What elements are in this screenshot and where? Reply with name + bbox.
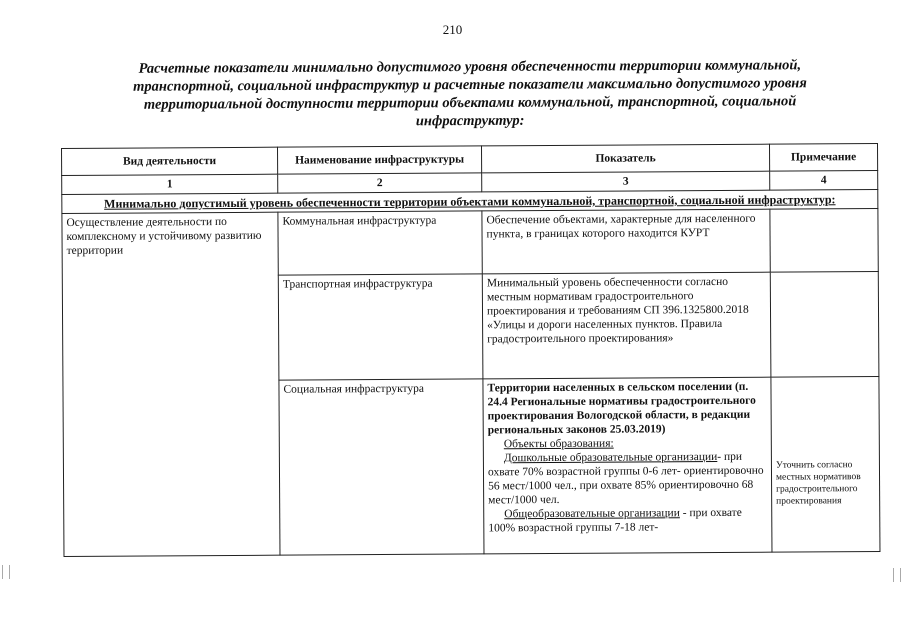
column-number: 3 (482, 171, 770, 192)
page-number: 210 (442, 22, 463, 37)
title-line: транспортной, социальной инфраструктур и расчетные показатели максимально допустимого уровня (133, 75, 807, 95)
document-title (110, 56, 830, 132)
preschool-paragraph (488, 450, 767, 508)
note-cell (770, 272, 879, 378)
indicator-bold-text: Территории населенных в сельском поселении (п. 24.4 Региональные нормативы градостроительного проектирования Вологодской области, в редакции региональных законов 25.03.2019) (487, 380, 756, 437)
scan-edge-mark (2, 565, 10, 579)
indicators-table-wrapper (61, 143, 880, 578)
table-row (62, 209, 878, 277)
indicator-cell: Обеспечение объектами, характерные для населенного пункта, в границах которого находится КУРТ (482, 209, 770, 274)
scan-edge-mark (893, 568, 901, 582)
activity-cell: Осуществление деятельности по комплексному и устойчивому развитию территории (62, 212, 280, 556)
column-number: 1 (62, 174, 278, 194)
infrastructure-cell: Транспортная инфраструктура (278, 274, 483, 380)
note-cell: Уточнить согласно местных нормативов градостроительного проектирования (771, 377, 880, 553)
title-line: территориальной доступности территории объектами коммунальной, транспортной, социальной (143, 93, 797, 113)
indicators-table (61, 143, 880, 557)
section-title: Минимально допустимый уровень обеспеченности территории объектами коммунальной, транспортной, социальной инфраструктур: (62, 190, 878, 214)
infrastructure-cell: Социальная инфраструктура (279, 379, 484, 555)
preschool-text: - при охвате 70% возрастной группы 0-6 лет- ориентировочно 56 мест/1000 чел., при охвате 85% ориентировочно 68 мест/1000 чел. (487, 450, 764, 507)
infrastructure-cell: Коммунальная инфраструктура (278, 211, 482, 275)
indicator-cell: Минимальный уровень обеспеченности согласно местным нормативам градостроительного проектирования и требованиям СП 396.1325800.2018 «Улицы и дороги населенных пунктов. Правила градостроительного проектирования» (482, 272, 771, 379)
column-number: 2 (278, 173, 482, 193)
general-paragraph (488, 506, 767, 536)
header-note: Примечание (769, 144, 877, 172)
education-heading: Объекты образования: (503, 437, 614, 451)
title-line: инфраструктур: (415, 112, 525, 130)
indicator-cell (483, 377, 772, 554)
preschool-label: Дошкольные образовательные организации (503, 450, 718, 465)
column-number: 4 (770, 171, 878, 191)
note-cell (770, 209, 878, 273)
header-activity: Вид деятельности (62, 147, 278, 175)
general-text: - при охвате 100% возрастной группы 7-18 лет- (488, 506, 742, 535)
general-label: Общеобразовательные организации (504, 507, 680, 521)
header-indicator: Показатель (481, 144, 769, 173)
title-line: Расчетные показатели минимально допустимого уровня обеспеченности территории коммунальной, (138, 57, 802, 77)
header-infrastructure: Наименование инфраструктуры (277, 146, 481, 174)
